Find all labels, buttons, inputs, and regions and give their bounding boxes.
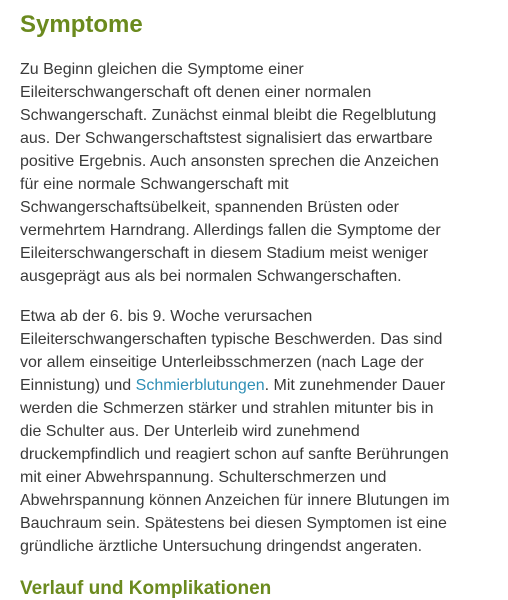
text-fragment: . Mit zunehmender Dauer [264, 377, 446, 394]
text-line: Eileiterschwangerschaften typische Beschwerden. Das sind [20, 331, 443, 348]
text-fragment: Einnistung) und [20, 377, 136, 394]
section-heading-verlauf: Verlauf und Komplikationen [20, 578, 272, 599]
text-line: für eine normale Schwangerschaft mit [20, 176, 289, 193]
text-line: druckempfindlich und reagiert schon auf sanfte Berührungen [20, 446, 449, 463]
text-line: vermehrtem Harndrang. Allerdings fallen die Symptome der [20, 222, 441, 239]
text-line-with-link [20, 374, 490, 397]
text-line: Eileiterschwangerschaft in diesem Stadium meist weniger [20, 245, 429, 262]
paragraph-symptoms-early [20, 58, 490, 288]
text-line: positive Ergebnis. Auch ansonsten sprechen die Anzeichen [20, 153, 439, 170]
text-line: Etwa ab der 6. bis 9. Woche verursachen [20, 308, 313, 325]
text-line: Bauchraum sein. Spätestens bei diesen Symptomen ist eine [20, 515, 447, 532]
text-line: Zu Beginn gleichen die Symptome einer [20, 61, 304, 78]
text-line: gründliche ärztliche Untersuchung dringendst angeraten. [20, 538, 423, 555]
text-line: Schwangerschaftsübelkeit, spannenden Brüsten oder [20, 199, 399, 216]
text-line: aus. Der Schwangerschaftstest signalisiert das erwartbare [20, 130, 433, 147]
text-line: Schwangerschaft. Zunächst einmal bleibt die Regelblutung [20, 107, 437, 124]
text-line: ausgeprägt aus als bei normalen Schwangerschaften. [20, 268, 402, 285]
section-heading-symptome: Symptome [20, 11, 143, 38]
text-line: werden die Schmerzen stärker und strahlen mitunter bis in [20, 400, 434, 417]
text-line: Abwehrspannung können Anzeichen für innere Blutungen im [20, 492, 450, 509]
link-schmierblutungen[interactable]: Schmierblutungen [135, 377, 265, 394]
text-line: vor allem einseitige Unterleibsschmerzen (nach Lage der [20, 354, 424, 371]
text-line: die Schulter aus. Der Unterleib wird zunehmend [20, 423, 360, 440]
text-line: Eileiterschwangerschaft oft denen einer normalen [20, 84, 372, 101]
paragraph-symptoms-later [20, 305, 490, 558]
text-line: mit einer Abwehrspannung. Schulterschmerzen und [20, 469, 387, 486]
